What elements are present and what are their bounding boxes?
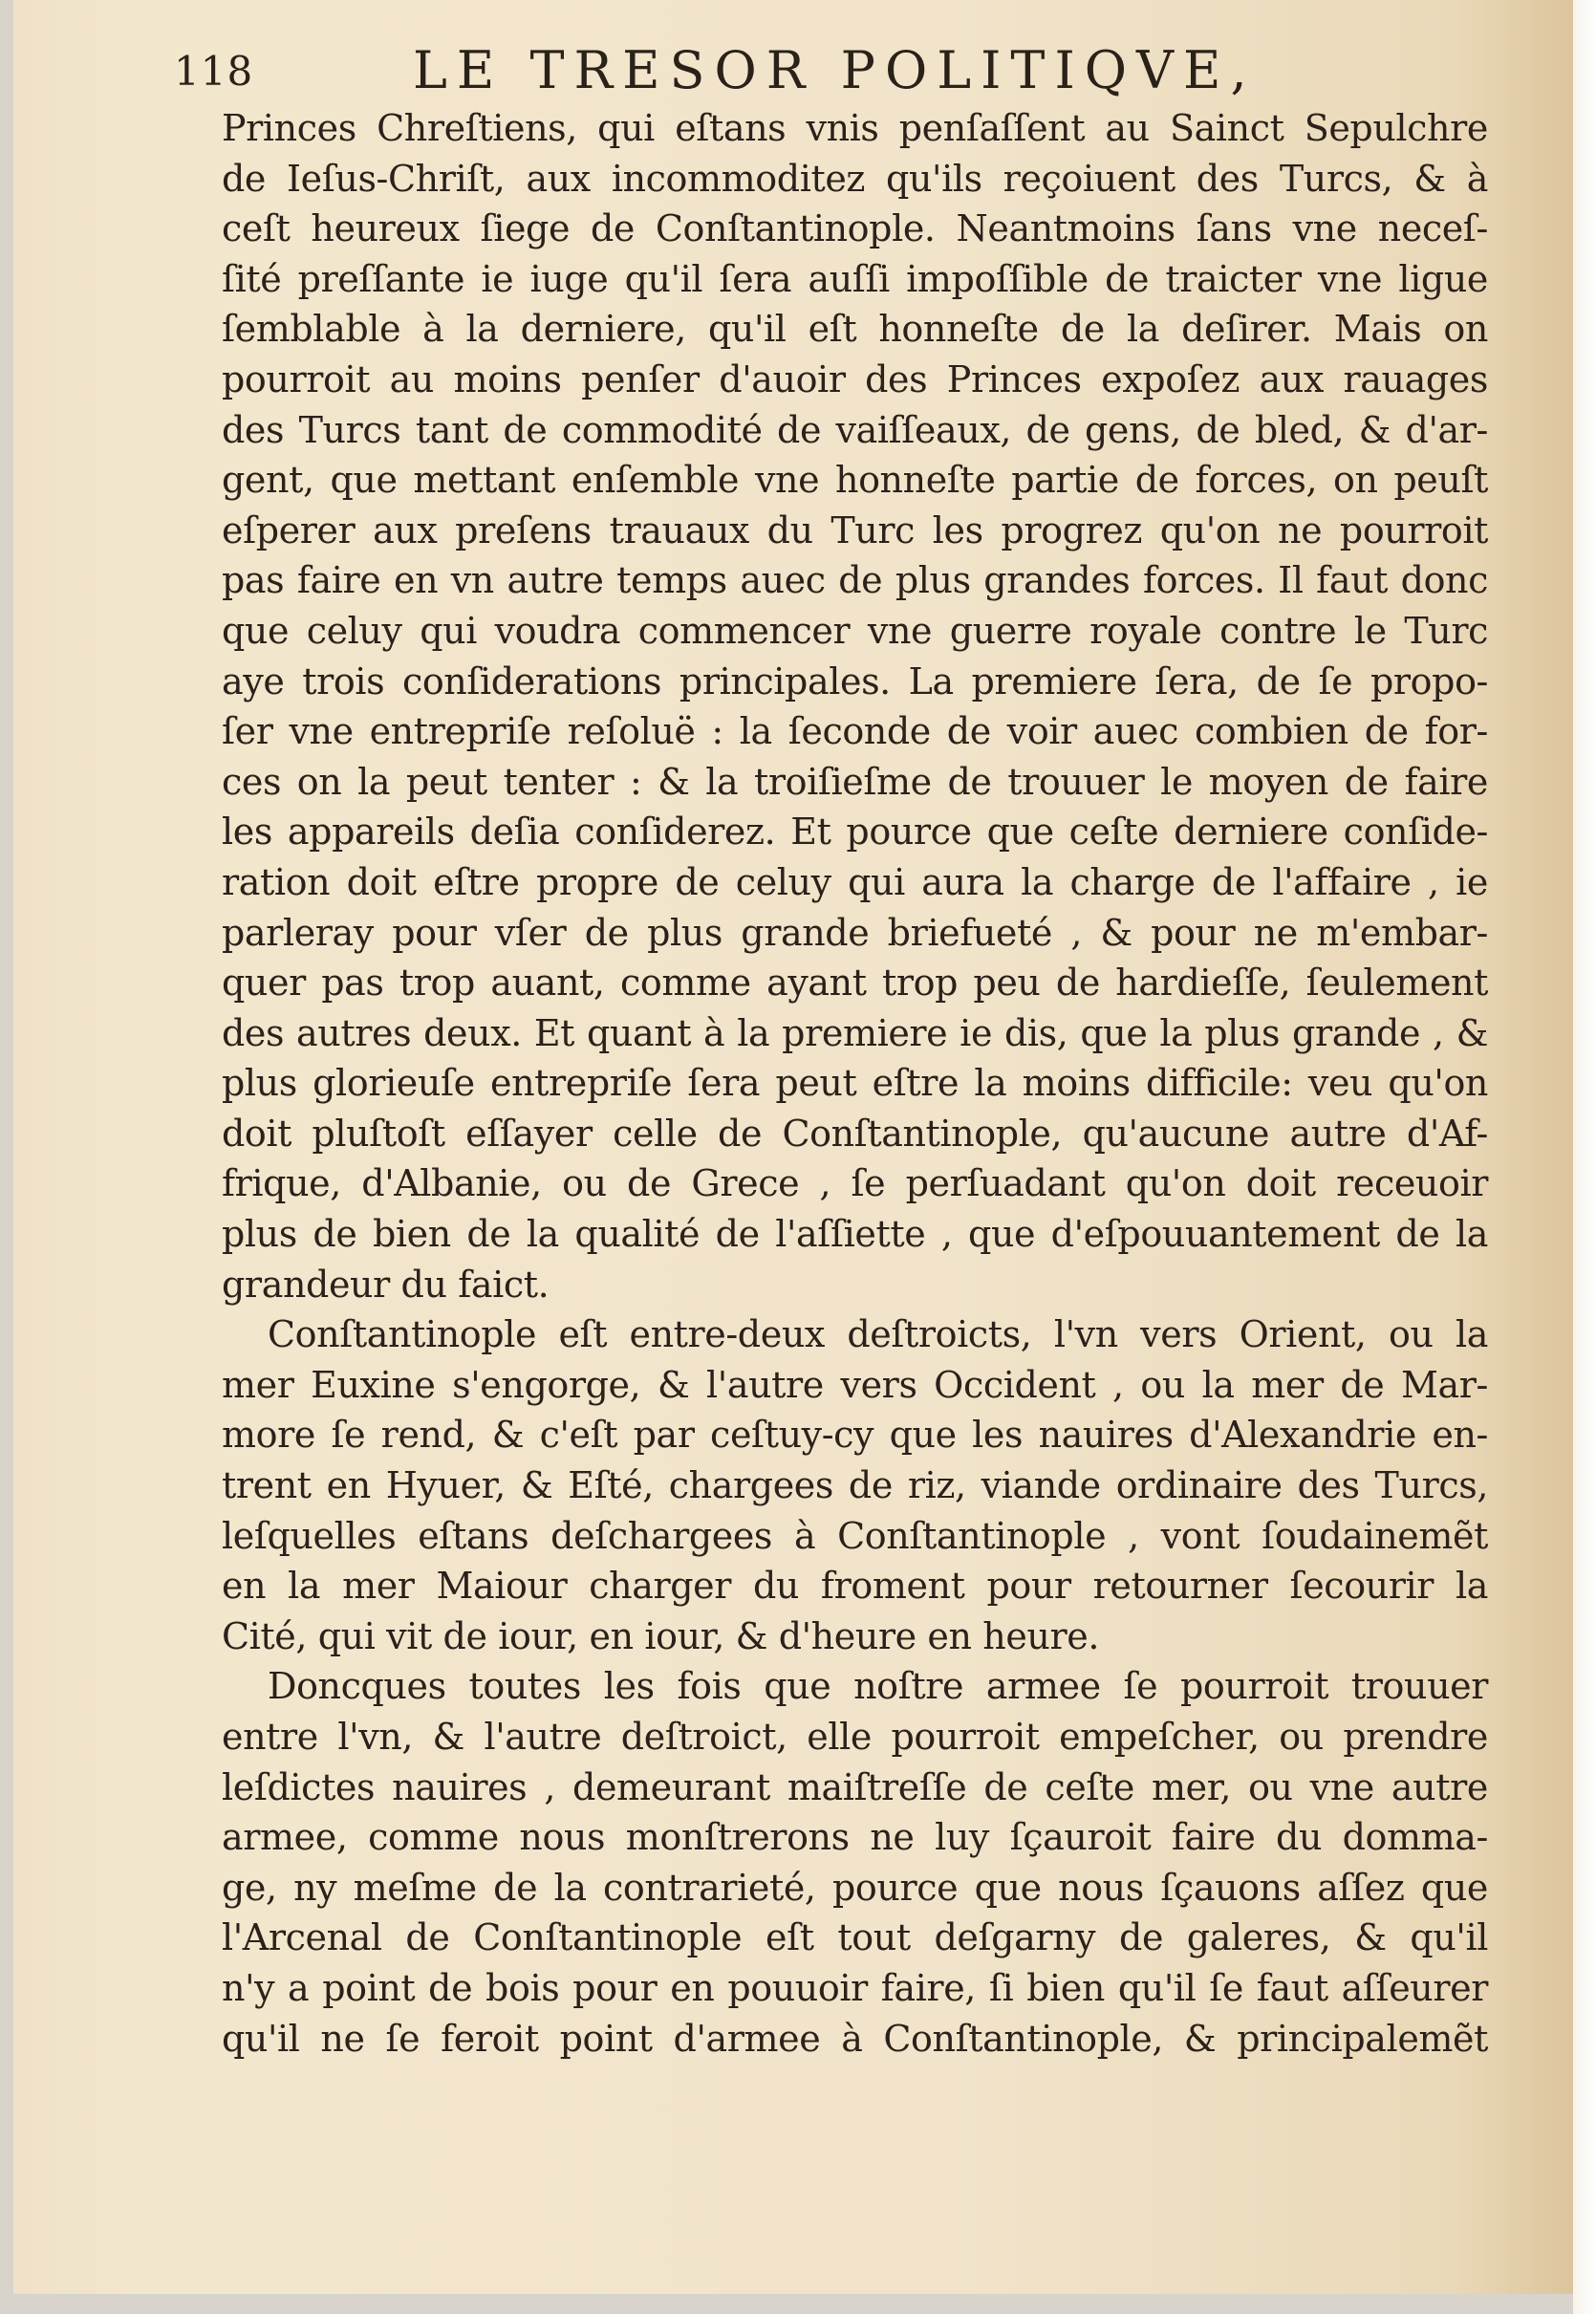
text-line: des autres deux. Et quant à la premiere ie dis, que la plus grande , & [222, 1011, 1488, 1054]
book-page [13, 0, 1573, 2294]
text-line: en la mer Maiour charger du froment pour retourner ſecourir la [222, 1565, 1488, 1608]
running-title: LE TRESOR POLITIQVE, [413, 40, 1257, 100]
text-line: des Turcs tant de commodité de vaiſſeaux, de gens, de bled, & d'ar- [222, 408, 1488, 451]
text-line: trent en Hyuer, & Eſté, chargees de riz, viande ordinaire des Turcs, [222, 1464, 1488, 1507]
page-right-margin [1573, 0, 1596, 2314]
page-number: 118 [174, 48, 254, 95]
text-line: plus de bien de la qualité de l'aſſiette , que d'eſpouuantement de la [222, 1213, 1488, 1256]
text-line: aye trois conſiderations principales. La premiere ſera, de ſe propo- [222, 660, 1488, 703]
body-text [222, 103, 1488, 2064]
text-line: ces on la peut tenter : & la troiſieſme de trouuer le moyen de faire [222, 760, 1488, 803]
text-line: eſperer aux preſens trauaux du Turc les progrez qu'on ne pourroit [222, 508, 1488, 551]
text-line: parleray pour vſer de plus grande briefueté , & pour ne m'embar- [222, 911, 1488, 954]
text-line: gent, que mettant enſemble vne honneſte partie de forces, on peuſt [222, 459, 1488, 502]
text-line: leſdictes nauires , demeurant maiſtreſſe de ceſte mer, ou vne autre [222, 1765, 1488, 1808]
text-line: qu'il ne ſe feroit point d'armee à Conſtantinople, & principalemẽt [222, 2017, 1488, 2060]
text-line: armee, comme nous monſtrerons ne luy ſçauroit faire du domma- [222, 1816, 1488, 1859]
text-line: l'Arcenal de Conſtantinople eſt tout deſgarny de galeres, & qu'il [222, 1916, 1488, 1959]
text-line: que celuy qui voudra commencer vne guerre royale contre le Turc [222, 609, 1488, 652]
text-line: pas faire en vn autre temps auec de plus grandes forces. Il faut donc [222, 559, 1488, 602]
paragraph-end-line: grandeur du faict. [222, 1263, 550, 1306]
text-line: Princes Chreſtiens, qui eſtans vnis penſaſſent au Sainct Sepulchre [222, 107, 1488, 149]
paragraph-start-line: Conſtantinople eſt entre-deux deſtroicts, l'vn vers Orient, ou la [268, 1313, 1488, 1356]
text-line: ceſt heureux ſiege de Conſtantinople. Neantmoins ſans vne neceſ- [222, 207, 1488, 250]
text-line: ſité preſſante ie iuge qu'il ſera auſſi impoſſible de traicter vne ligue [222, 257, 1488, 300]
text-line: entre l'vn, & l'autre deſtroict, elle pourroit empeſcher, ou prendre [222, 1716, 1488, 1758]
text-line: plus glorieuſe entrepriſe ſera peut eſtre la moins difficile: veu qu'on [222, 1062, 1488, 1105]
text-line: frique, d'Albanie, ou de Grece , ſe perſuadant qu'on doit receuoir [222, 1162, 1488, 1205]
paragraph-start-line: Doncques toutes les fois que noſtre armee ſe pourroit trouuer [268, 1665, 1488, 1708]
text-line: quer pas trop auant, comme ayant trop peu de hardieſſe, ſeulement [222, 962, 1488, 1005]
text-line: de Ieſus-Chriſt, aux incommoditez qu'ils reçoiuent des Turcs, & à [222, 157, 1488, 200]
text-line: mer Euxine s'engorge, & l'autre vers Occident , ou la mer de Mar- [222, 1363, 1488, 1406]
text-line: doit pluſtoſt eſſayer celle de Conſtantinople, qu'aucune autre d'Af- [222, 1112, 1488, 1155]
text-line: n'y a point de bois pour en pouuoir faire, ſi bien qu'il ſe faut aſſeurer [222, 1966, 1488, 2009]
text-line: les appareils deſia conſiderez. Et pource que ceſte derniere conſide- [222, 811, 1488, 854]
text-line: ſemblable à la derniere, qu'il eſt honneſte de la deſirer. Mais on [222, 308, 1488, 351]
text-line: pourroit au moins penſer d'auoir des Princes expoſez aux rauages [222, 357, 1488, 400]
running-head [174, 27, 1455, 113]
text-line: more ſe rend, & c'eſt par ceſtuy-cy que les nauires d'Alexandrie en- [222, 1414, 1488, 1457]
paragraph-end-line: Cité, qui vit de iour, en iour, & d'heure en heure. [222, 1614, 1100, 1657]
text-line: ge, ny meſme de la contrarieté, pource que nous ſçauons aſſez que [222, 1866, 1488, 1909]
text-line: leſquelles eſtans deſchargees à Conſtantinople , vont ſoudainemẽt [222, 1514, 1488, 1557]
text-line: ſer vne entrepriſe reſoluë : la ſeconde de voir auec combien de for- [222, 710, 1488, 753]
text-line: ration doit eſtre propre de celuy qui aura la charge de l'affaire , ie [222, 860, 1488, 903]
